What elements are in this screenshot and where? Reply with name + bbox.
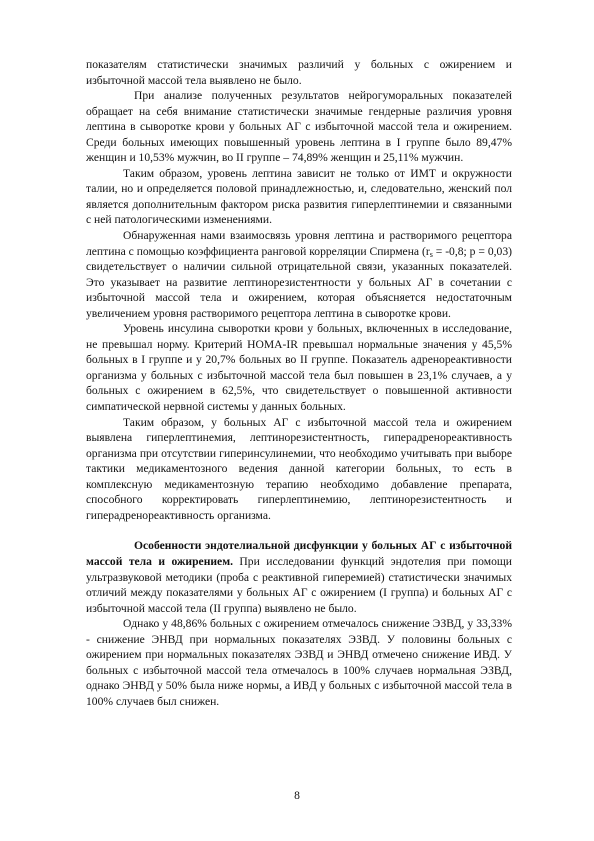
section-heading: Особенности эндотелиальной дисфункции у больных АГ с избыточной массой тела и ожирением. <box>86 539 512 568</box>
spearman-subscript: s <box>429 249 433 259</box>
spearman-text-after: = -0,8; p = 0,03) свидетельствует о наличии сильной отрицательной связи, указанных показателей. Это указывает на развитие лептинорезистентности у больных АГ в сочетании с избыточной массой тела и ожирением, которая объясняется недостаточным увеличением уровня растворимого рецептора лептина в сыворотке крови. <box>86 244 512 320</box>
section-gap <box>86 523 512 538</box>
paragraph-endothelial-results: Однако у 48,86% больных с ожирением отмечалось снижение ЭЗВД, у 33,33% - снижение ЭНВД при нормальных показателях ЭЗВД. У половины больных с ожирением при нормальных показателях ЭЗВД и ЭНВД отмечено снижение ИВД. У больных с избыточной массой тела отмечалось в 100% случаев нормальная ЭЗВД, однако ЭНВД у 50% была ниже нормы, а ИВД у больных с избыточной массой тела в 100% случаев был снижен. <box>86 617 512 708</box>
paragraph-continuation: показателям статистически значимых различий у больных с ожирением и избыточной массой тела выявлено не было. <box>86 58 512 87</box>
body-text <box>86 57 512 709</box>
paragraph-endothelial-section <box>86 538 512 616</box>
spearman-text-before: Обнаруженная нами взаимосвязь уровня лептина и растворимого рецептора лептина с помощью коэффициента ранговой корреляции Спирмена (r <box>86 229 512 258</box>
section-heading-text: При исследовании функций эндотелия при помощи ультразвуковой методики (проба с реактивной гиперемией) статистически значимых отличий между показателями у больных АГ с ожирением (I группа) и больных АГ с избыточной массой тела (II группа) выявлено не было. <box>86 554 513 615</box>
paragraph-summary: Таким образом, у больных АГ с избыточной массой тела и ожирением выявлена гиперлептинемия, лептинорезистентность, гиперадренореактивность организма при отсутствии гиперинсулинемии, что необходимо учитывать при выборе тактики медикаментозного ведения данной категории больных, то есть в комплексную медикаментозную терапию необходимо добавление препарата, способного корректировать гиперлептинемию, лептинорезистентность и гиперадренореактивность организма. <box>86 415 512 522</box>
paragraph-gender-differences: При анализе полученных результатов нейрогуморальных показателей обращает на себя внимание статистически значимые гендерные различия уровня лептина в сыворотке крови у больных АГ с избыточной массой тела и ожирением. Среди больных имеющих повышенный уровень лептина в I группе было 89,47% женщин и 10,53% мужчин, во II группе – 74,89% женщин и 25,11% мужчин. <box>86 89 512 165</box>
paragraph-insulin: Уровень инсулина сыворотки крови у больных, включенных в исследование, не превышал норму. Критерий HOMA-IR превышал нормальные значения у 45,5% больных в I группе и у 20,7% больных во II группе. Показатель адренореактивности организма у больных с избыточной массой тела был повышен в 23,1% случаев, а у больных с ожирением в 62,5%, что свидетельствует о повышенной активности симпатической нервной системы у данных больных. <box>86 322 512 414</box>
paragraph-spearman-correlation <box>86 228 512 321</box>
paragraph-leptin-conclusion: Таким образом, уровень лептина зависит не только от ИМТ и окружности талии, но и определяется половой принадлежностью, и, следовательно, женский пол является дополнительным фактором риска развития гиперлептинемии и связанными с ней патологическими изменениями. <box>86 166 512 227</box>
page-number: 8 <box>294 789 300 802</box>
